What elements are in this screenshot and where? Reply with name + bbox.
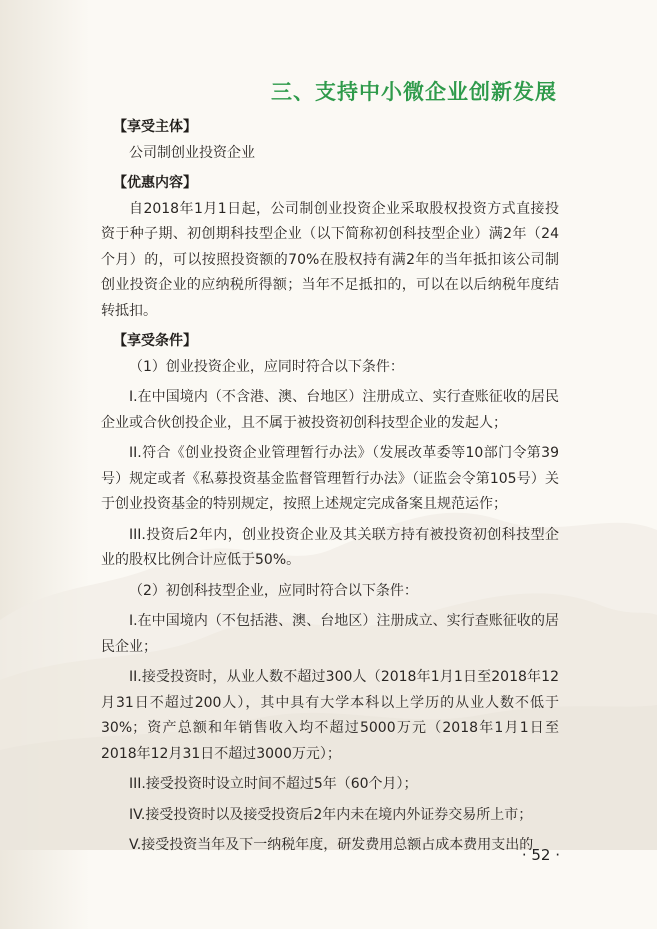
document-body xyxy=(101,115,559,859)
beneficiary-text: 公司制创业投资企业 xyxy=(129,144,255,161)
group2-item: V.接受投资当年及下一纳税年度，研发费用总额占成本费用支出的 xyxy=(129,837,534,853)
group1-item: I.在中国境内（不含港、澳、台地区）注册成立、实行查账征收的居民企业或合伙创投企业，且不属于被投资初创科技型企业的发起人； xyxy=(101,389,559,431)
conditions-heading: 【享受条件】 xyxy=(113,333,197,349)
preference-heading: 【优惠内容】 xyxy=(113,175,197,191)
group2-item: II.接受投资时，从业人数不超过300人（2018年1月1日至2018年12月31日不超过200人），其中具有大学本科以上学历的从业人数不低于30%；资产总额和年销售收入均不超过5000万元（2018年1月1日至2018年12月31日不超过3000万元）； xyxy=(101,669,559,762)
group1-item: III.投资后2年内，创业投资企业及其关联方持有被投资初创科技型企业的股权比例合计应低于50%。 xyxy=(101,526,559,568)
conditions-group2-intro: （2）初创科技型企业，应同时符合以下条件： xyxy=(129,582,418,599)
group1-item: II.符合《创业投资企业管理暂行办法》（发展改革委等10部门令第39号）规定或者《私募投资基金监督管理暂行办法》（证监会令第105号）关于创业投资基金的特别规定，按照上述规定完成备案且规范运作； xyxy=(101,445,559,512)
beneficiary-heading: 【享受主体】 xyxy=(113,119,197,135)
page-number: · 52 · xyxy=(521,846,560,864)
group2-item: I.在中国境内（不包括港、澳、台地区）注册成立、实行查账征收的居民企业； xyxy=(101,613,559,655)
preference-text: 自2018年1月1日起，公司制创业投资企业采取股权投资方式直接投资于种子期、初创期科技型企业（以下简称初创科技型企业）满2年（24个月）的，可以按照投资额的70%在股权持有满2年的当年抵扣该公司制创业投资企业的应纳税所得额；当年不足抵扣的，可以在以后纳税年度结转抵扣。 xyxy=(101,200,559,319)
conditions-group1-intro: （1）创业投资企业，应同时符合以下条件： xyxy=(129,358,404,375)
group2-item: IV.接受投资时以及接受投资后2年内未在境内外证券交易所上市； xyxy=(129,806,533,823)
group2-item: III.接受投资时设立时间不超过5年（60个月）； xyxy=(129,776,418,792)
section-title: 三、支持中小微企业创新发展 xyxy=(271,80,557,104)
